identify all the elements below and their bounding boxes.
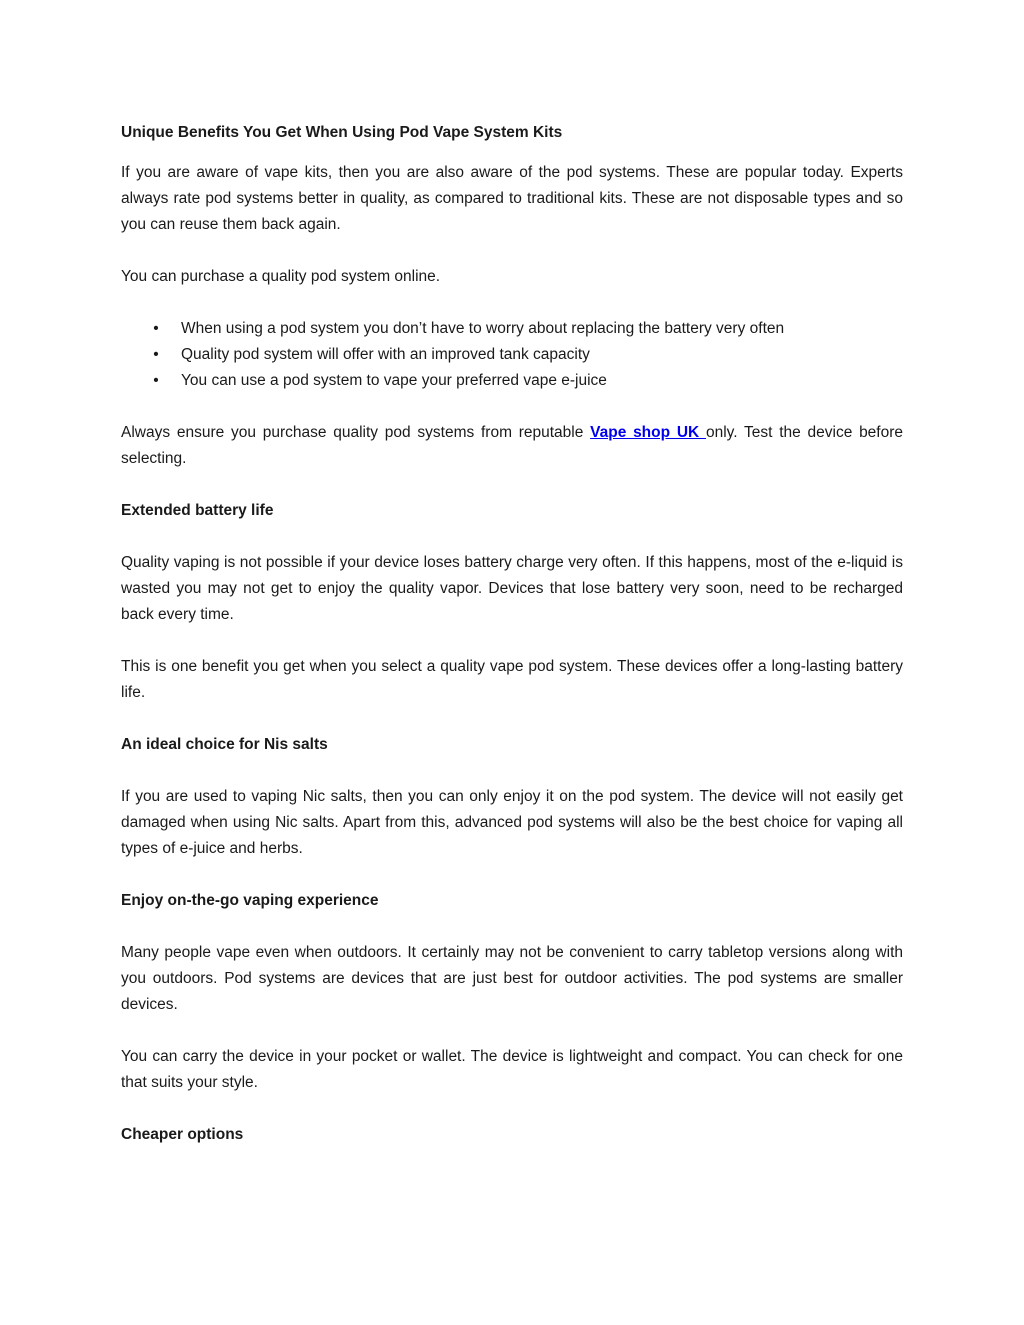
vape-shop-link[interactable]: Vape shop UK (590, 424, 706, 441)
ensure-paragraph (121, 420, 903, 472)
document-title: Unique Benefits You Get When Using Pod Vape System Kits (121, 124, 563, 141)
section-paragraph: This is one benefit you get when you select a quality vape pod system. These devices offer a long-lasting battery life. (121, 658, 903, 701)
list-item (121, 368, 903, 394)
intro-paragraph: If you are aware of vape kits, then you are also aware of the pod systems. These are popular today. Experts always rate pod systems better in quality, as compared to traditional kits. These are not disposable types and so you can reuse them back again. (121, 164, 903, 233)
section-paragraph: Quality vaping is not possible if your device loses battery charge very often. If this happens, most of the e-liquid is wasted you may not get to enjoy the quality vapor. Devices that lose battery very soon, need to be recharged back every time. (121, 554, 903, 623)
bullet-icon: • (153, 320, 159, 337)
bullet-icon: • (153, 372, 159, 389)
benefits-list (121, 316, 903, 394)
section-paragraph: If you are used to vaping Nic salts, then you can only enjoy it on the pod system. The device will not easily get damaged when using Nic salts. Apart from this, advanced pod systems will also be the best choice for vaping all types of e-juice and herbs. (121, 788, 903, 857)
section-heading: Enjoy on-the-go vaping experience (121, 892, 379, 909)
purchase-paragraph: You can purchase a quality pod system online. (121, 268, 441, 285)
list-item-text: You can use a pod system to vape your preferred vape e-juice (181, 372, 607, 389)
section-paragraph: You can carry the device in your pocket or wallet. The device is lightweight and compact. You can check for one that suits your style. (121, 1048, 903, 1091)
section-heading: Cheaper options (121, 1126, 244, 1143)
list-item-text: Quality pod system will offer with an improved tank capacity (181, 346, 590, 363)
bullet-icon: • (153, 346, 159, 363)
section-heading: Extended battery life (121, 502, 274, 519)
ensure-text-before: Always ensure you purchase quality pod systems from reputable (121, 424, 591, 441)
list-item (121, 316, 903, 342)
list-item-text: When using a pod system you don’t have to worry about replacing the battery very often (181, 320, 785, 337)
section-paragraph: Many people vape even when outdoors. It certainly may not be convenient to carry tabletop versions along with you outdoors. Pod systems are devices that are just best for outdoor activities. The pod systems are smaller devices. (121, 944, 903, 1013)
ensure-text-after: only. Test the device before selecting. (121, 424, 904, 467)
section-heading: An ideal choice for Nis salts (121, 736, 328, 753)
document-page (121, 120, 903, 1148)
list-item (121, 342, 903, 368)
